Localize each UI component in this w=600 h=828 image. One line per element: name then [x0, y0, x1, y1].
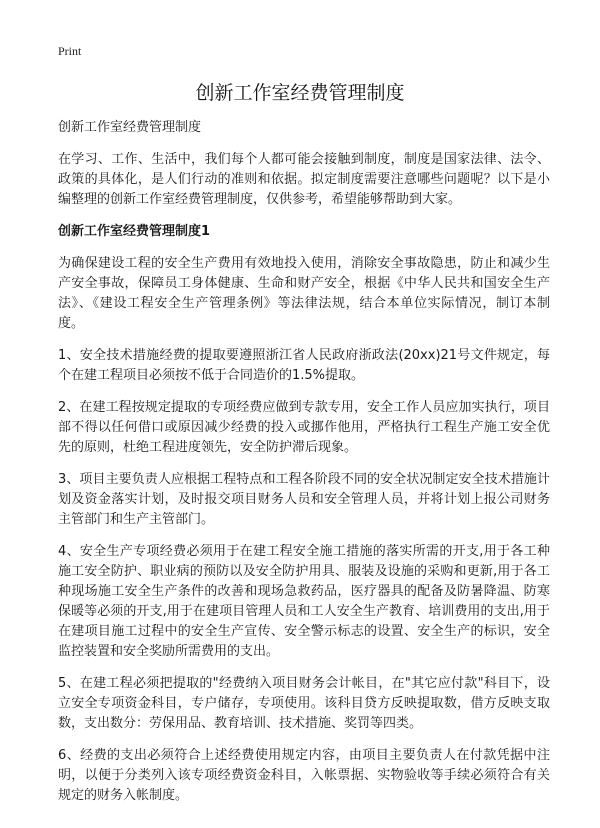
regulation-item-1: 1、安全技术措施经费的提取要遵照浙江省人民政府浙政法(20xx)21号文件规定，每个在建工程项目必须按不低于合同造价的1.5%提取。: [58, 348, 550, 383]
print-link[interactable]: Print: [58, 44, 82, 58]
regulation-item-5: 5、在建工程必须把提取的"经费纳入项目财务会计帐目，在"其它应付款"科目下，设立安全专项资金科目，专户储存，专项使用。该科目贷方反映提取数，借方反映支取数，支出数分：劳保用品、教育培训、技术措施、奖罚等四类。: [58, 676, 550, 731]
regulation-items: [58, 346, 550, 806]
regulation-item-3: 3、项目主要负责人应根据工程特点和工程各阶段不同的安全状况制定安全技术措施计划及资金落实计划，及时报交项目财务人员和安全管理人员，并将计划上报公司财务主管部门和生产主管部门。: [58, 472, 550, 527]
regulation-item-2: 2、在建工程按规定提取的专项经费应做到专款专用，安全工作人员应加实执行，项目部不得以任何借口或原因减少经费的投入或挪作他用，严格执行工程生产施工安全优先的原则，杜绝工程进度领先，安全防护滞后现象。: [58, 400, 550, 455]
section-heading: 创新工作室经费管理制度1: [58, 224, 211, 239]
document-body: [58, 118, 550, 818]
regulation-item-6: 6、经费的支出必须符合上述经费使用规定内容，由项目主要负责人在付款凭据中注明，以便于分类列入该专项经费资金科目，入帐票据、实物验收等手续必须符合有关规定的财务入帐制度。: [58, 748, 550, 803]
section-intro-paragraph: 为确保建设工程的安全生产费用有效地投入使用，消除安全事故隐患，防止和减少生产安全事故，保障员工身体健康、生命和财产安全，根据《中华人民共和国安全生产法》、《建设工程安全生产管理条例》等法律法规，结合本单位实际情况，制订本制度。: [58, 256, 550, 331]
intro-paragraph: 在学习、工作、生活中，我们每个人都可能会接触到制度，制度是国家法律、法令、政策的具体化，是人们行动的准则和依据。拟定制度需要注意哪些问题呢？以下是小编整理的创新工作室经费管理制度，仅供参考，希望能够帮助到大家。: [58, 152, 550, 207]
regulation-item-4: 4、安全生产专项经费必须用于在建工程安全施工措施的落实所需的开支,用于各工种施工安全防护、职业病的预防以及安全防护用具、服装及设施的采购和更新,用于各工种现场施工安全生产条件的改善和现场急救药品，医疗器具的配备及防暑降温、防寒保暖等必须的开支,用于在建项目管理人员和工人安全生产教育、培训费用的支出,用于在建项目施工过程中的安全生产宣传、安全警示标志的设置、安全生产的标识，安全监控装置和安全奖励所需费用的支出。: [58, 544, 550, 659]
document-subtitle: 创新工作室经费管理制度: [58, 120, 202, 135]
page-title: 创新工作室经费管理制度: [195, 82, 405, 104]
